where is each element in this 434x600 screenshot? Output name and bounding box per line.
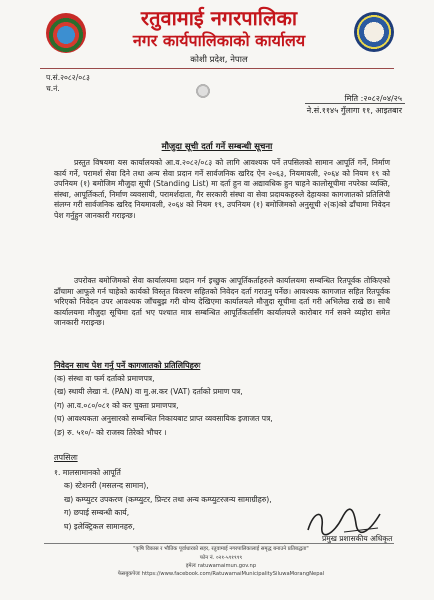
date-nepal-sambat: ने.सं.११४५ गुँलागा ११, आइतबार — [306, 106, 402, 115]
footer-phone: फोन नं. ०२१-५९१९९९ — [199, 555, 243, 561]
document-item: (ख) स्थायी लेखा नं. (PAN) वा मु.अ.कर (VAT) दर्ताको प्रमाण पत्र, — [54, 387, 243, 397]
document-item: (घ) आवश्यकता अनुसारको सम्बन्धित निकायबाट प्राप्त व्यवसायिक इजाजत पत्र, — [54, 414, 273, 424]
paragraph-2: उपरोक्त बमोजिमको सेवा कार्यालयमा प्रदान गर्न इच्छुक आपूर्तिकर्ताहरुले कार्यालयमा सम्बन्धित रितपूर्वक तोकिएको ढाँचामा आफूले गर्न चाहेको कार्यको विस्तृत विवरण सहितको निवेदन दर्ता गराउनु पर्नेछ। आवश्यक कागजात सहित रितपूर्वक भरिएको निवेदन उपर आवश्यक जाँचबुझ गरी योग्य देखिएमा कार्यालयले मौजुदा सूचीमा दर्ता गरी अभिलेख राखे छ। साथै कार्यालयमा मौजुदा सूचिमा दर्ता भए पश्चात मात्र सम्बन्धित आपूर्तिकर्तासँग कार्यालयले कारोबार गर्न सक्ने व्यहोरा समेत जानकारी गराइन्छ। — [54, 276, 390, 328]
municipality-name: रतुवामाई नगरपालिका — [140, 6, 298, 30]
office-name: नगर कार्यपालिकाको कार्यालय — [132, 31, 306, 50]
nepal-emblem-icon — [46, 13, 86, 53]
date-miti: मिति :२०८२/०४/२५ — [344, 94, 402, 103]
footer-divider — [44, 543, 394, 544]
notice-title: मौजुदा सूची दर्ता गर्ने सम्बन्धी सूचना — [161, 142, 273, 152]
footer-slogan: "कृषि विकास र भौतिक पूर्वाधारको सहर, रतुवामाई नगरपालिकालाई समृद्ध बनाउने प्रतिबद्धता" — [133, 546, 309, 552]
date-underline — [305, 103, 405, 104]
signatory-title: प्रमुख प्रशासकीय अधिकृत — [322, 534, 393, 543]
note-item: ख) कम्प्युटर उपकरण (कम्प्युटर, प्रिन्टर तथा अन्य कम्प्युटरजन्य सामाग्रीहरु), — [64, 494, 272, 504]
municipality-logo-icon — [354, 12, 394, 52]
notes-heading: तपसिलः — [54, 453, 78, 462]
reference-number: प.सं.२०८२/०८३ — [46, 73, 90, 82]
province-name: कोशी प्रदेश, नेपाल — [190, 55, 248, 65]
note-item: क) स्टेशनरी (मसलन्द सामान), — [64, 481, 149, 491]
header-divider — [40, 68, 394, 69]
document-item: (ङ) रु. ५१०/- को राजस्व तिरेको भौचर । — [54, 427, 167, 437]
note-item: ग) छपाई सम्बन्धी कार्य, — [64, 508, 130, 518]
paragraph-1: प्रस्तुत विषयमा यस कार्यालयको आ.व.२०८२/०८३ को लागि आवश्यक पर्ने तपसिलको सामान आपूर्ति गर्ने, निर्माण कार्य गर्ने, परामर्श सेवा दिने तथा अन्य सेवा प्रदान गर्ने सार्वजनिक खरिद ऐन २०६३, नियमावली, २०६४ को नियम १९ को उपनियम (१) बमोजिम मौजुदा सूची (Standing List) मा दर्ता हुन वा अद्यावधिक हुन चाहने कालोसूचीमा नपरेका व्यक्ति, संस्था, आपूर्तिकर्ता, निर्माण व्यवसायी, परामर्शदाता, गैर सरकारी संस्था वा सेवा प्रदायकहरुले देहायका कागजातको प्रतिलिपी संलग्न गरी सार्वजनिक खरिद नियमावली, २०६४ को नियम १९, उपनियम (१) बमोजिमको अनुसूची २(क)को ढाँचामा निवेदन पेश गर्नुहुन जानकारी गराइन्छ। — [54, 158, 390, 220]
note-item: १. मालसामानको आपूर्ति — [54, 468, 121, 477]
note-item: घ) इलेक्ट्रिकल सामानहरु, — [64, 521, 135, 531]
document-item: (क) संस्था वा फर्म दर्ताको प्रमाणपत्र, — [54, 374, 155, 383]
documents-heading: निवेदन साथ पेश गर्नु पर्ने कागजातको प्रतिलिपिहरुः — [54, 361, 201, 370]
documents-list — [54, 372, 404, 439]
dispatch-number: च.नं. — [46, 84, 60, 93]
footer-email: इमेलः ratuwamaimun.gov.np — [185, 563, 257, 569]
seal-mark-icon — [190, 76, 216, 106]
footer-facebook: फेसबुकपेजः https://www.facebook.com/RatuwamaiMunicipalitySiluwaMorangNepal — [117, 571, 325, 577]
document-item: (ग) आ.व.०८०/०८१ को कर चुक्ता प्रमाणपत्र, — [54, 400, 179, 410]
